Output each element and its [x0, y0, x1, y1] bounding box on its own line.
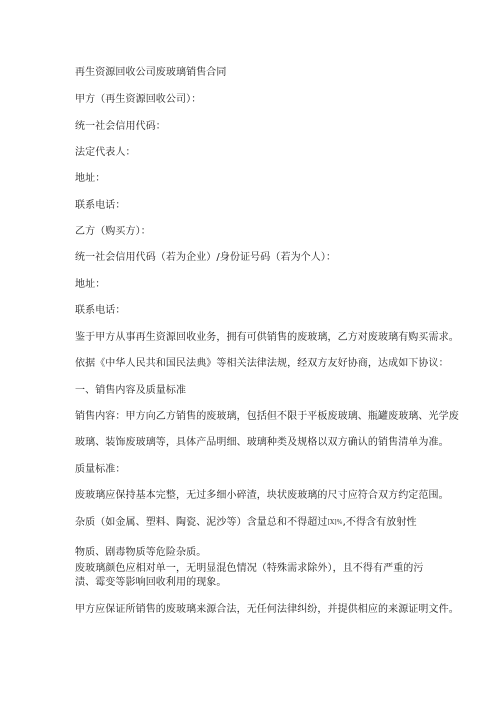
document-title: 再生资源回收公司废玻璃销售合同 [75, 67, 227, 78]
sales-content-line2: 玻璃、装饰废玻璃等，具体产品明细、玻璃种类及规格以双方确认的销售清单为准。 [75, 437, 449, 448]
party-b-address: 地址： [75, 279, 106, 290]
recital-1: 鉴于甲方从事再生资源回收业务，拥有可供销售的废玻璃，乙方对废玻璃有购买需求。 [75, 332, 459, 343]
recital-2: 依据《中华人民共和国民法典》等相关法律法规，经双方友好协商，达成如下协议： [75, 358, 449, 369]
party-b-credit-code: 统一社会信用代码（若为企业）/身份证号码（若为个人）： [75, 252, 337, 263]
impurity-line1 [75, 516, 417, 530]
impurity-line2: 物质、剧毒物质等危险杂质。 [75, 547, 207, 558]
party-a-line: 甲方（再生资源回收公司）： [75, 94, 202, 105]
party-b-phone: 联系电话： [75, 305, 126, 316]
section-1-heading: 一、销售内容及质量标准 [75, 385, 187, 396]
quality-1: 废玻璃应保持基本完整，无过多细小碎渣，块状废玻璃的尺寸应符合双方约定范围。 [75, 490, 449, 501]
sales-content-line1: 销售内容：甲方向乙方销售的废玻璃，包括但不限于平板废玻璃、瓶罐废玻璃、光学废 [75, 411, 459, 422]
party-a-credit-code: 统一社会信用代码： [75, 121, 166, 132]
quality-heading: 质量标准： [75, 464, 126, 475]
party-a-phone: 联系电话： [75, 200, 126, 211]
party-a-legal-rep: 法定代表人： [75, 147, 136, 158]
color-requirement: 废玻璃颜色应相对单一，无明显混色情况（特殊需求除外），且不得有严重的污渍、霉变等影响回收利用的现象。 [75, 563, 424, 588]
party-a-address: 地址： [75, 173, 106, 184]
impurity-percentage: [X]% [327, 519, 343, 526]
impurity-text-2: ,不得含有放射性 [342, 517, 417, 528]
party-b-line: 乙方（购买方）： [75, 226, 151, 237]
source-guarantee: 甲方应保证所销售的废玻璃来源合法，无任何法律纠纷，并提供相应的来源证明文件。 [75, 604, 459, 615]
impurity-text-1: 杂质（如金属、塑料、陶瓷、泥沙等）含量总和不得超过 [75, 517, 328, 528]
